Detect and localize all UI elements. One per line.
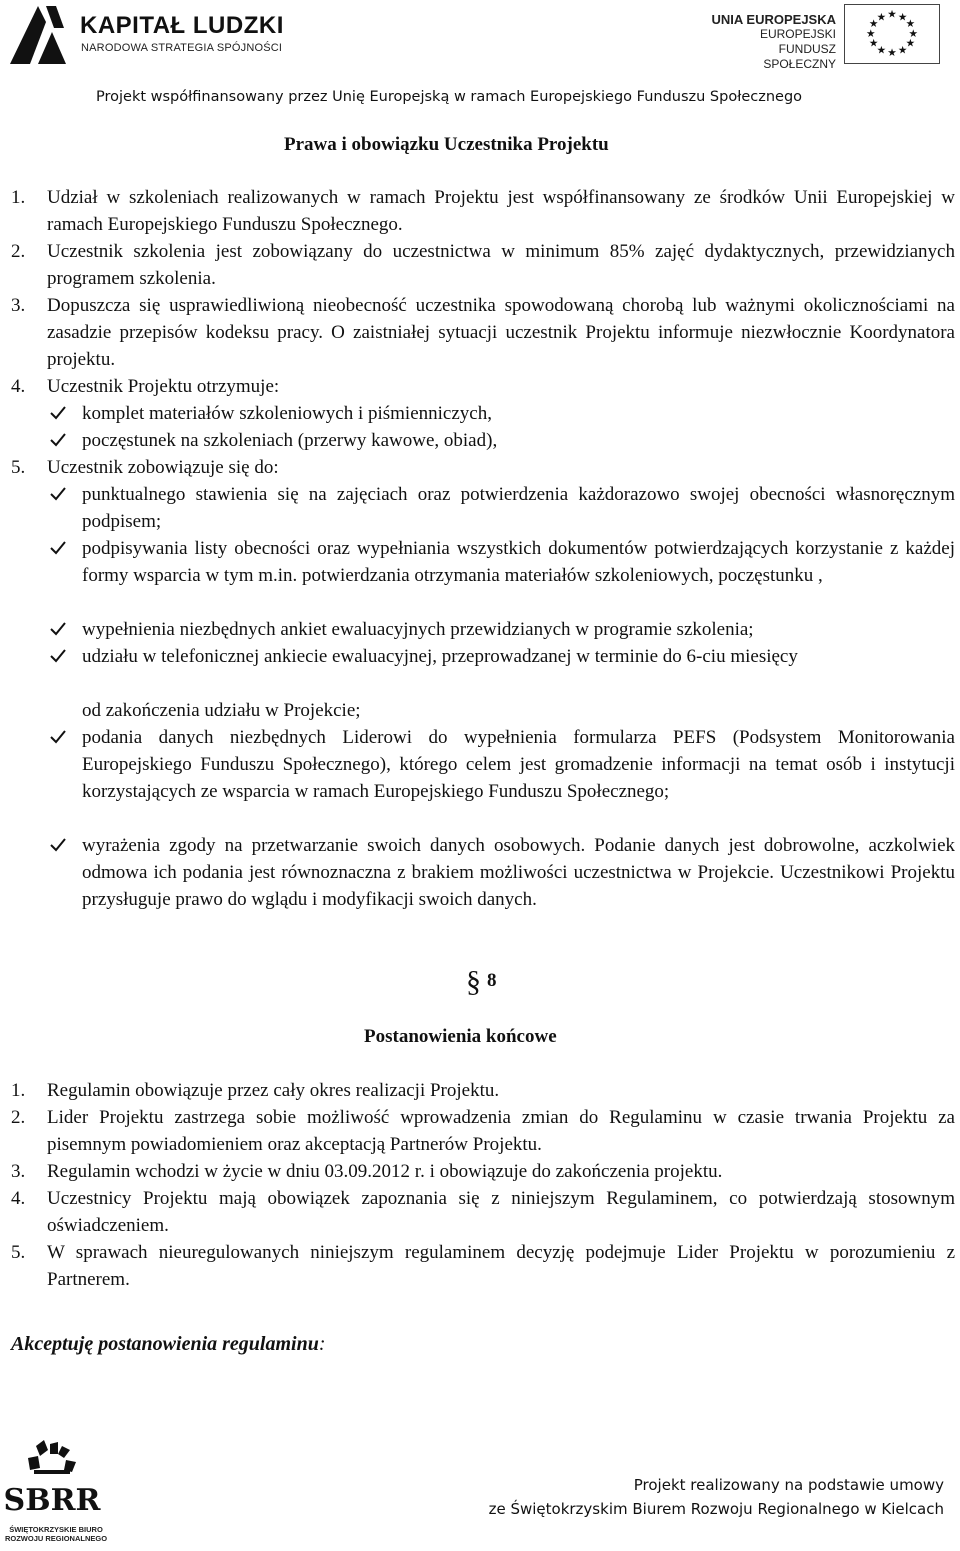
eu-flag-icon	[844, 4, 940, 64]
svg-text:★: ★	[887, 46, 897, 60]
svg-text:★: ★	[868, 17, 879, 31]
final-item-1-text: Regulamin obowiązuje przez cały okres realizacji Projektu.	[47, 1080, 500, 1101]
svg-text:★: ★	[905, 36, 916, 50]
sbrr-name: ŚWIĘTOKRZYSKIE BIURO ROZWOJU REGIONALNEGO	[4, 1525, 108, 1543]
footer-line-1: Projekt realizowany na podstawie umowy	[633, 1476, 944, 1494]
rights-item-3-number: 3.	[11, 295, 26, 316]
rights-item-1-text: Udział w szkoleniach realizowanych w ramach Projektu jest współfinansowany ze środków Unii Europejskiej w ramach Europejskiego Funduszu Społecznego.	[47, 187, 955, 235]
svg-text:★: ★	[876, 10, 887, 24]
final-item-1-number: 1.	[11, 1080, 26, 1101]
eu-logo-line2: EUROPEJSKI	[759, 27, 836, 41]
rights-item-2-number: 2.	[11, 241, 26, 262]
rights-item-2-text: Uczestnik szkolenia jest zobowiązany do uczestnictwa w minimum 85% zajęć dydaktycznych, przewidzianych programem szkolenia.	[47, 241, 955, 289]
item5-bullet-3: wypełnienia niezbędnych ankiet ewaluacyjnych przewidzianych w programie szkolenia;	[82, 619, 754, 640]
checkmark-icon	[50, 648, 66, 664]
rights-item-5-text: Uczestnik zobowiązuje się do:	[47, 457, 279, 478]
final-item-3-number: 3.	[11, 1161, 26, 1182]
eu-logo	[708, 4, 946, 71]
kapital-ludzki-title: KAPITAŁ LUDZKI	[80, 12, 284, 39]
footer-line-2: ze Świętokrzyskim Biurem Rozwoju Regionalnego w Kielcach	[488, 1500, 944, 1518]
rights-section-title: Prawa i obowiązku Uczestnika Projektu	[284, 134, 609, 155]
svg-text:★: ★	[865, 26, 876, 40]
paragraph-number: 8	[487, 970, 497, 991]
paragraph-symbol: §	[466, 965, 481, 998]
svg-text:★: ★	[905, 17, 916, 31]
eu-logo-line1: UNIA EUROPEJSKA	[711, 12, 836, 27]
eu-logo-line3: FUNDUSZ SPOŁECZNY	[763, 42, 836, 71]
final-item-4-text: Uczestnicy Projektu mają obowiązek zapoznania się z niniejszym Regulaminem, co potwierdzają stosownym oświadczeniem.	[47, 1188, 955, 1236]
final-item-5-number: 5.	[11, 1242, 26, 1263]
checkmark-icon	[50, 621, 66, 637]
svg-text:★: ★	[897, 10, 908, 24]
svg-text:★: ★	[868, 36, 879, 50]
item5-bullet-2: podpisywania listy obecności oraz wypełniania wszystkich dokumentów potwierdzających korzystanie z każdej formy wsparcia w tym m.in. potwierdzania otrzymania materiałów szkoleniowych, poczęstunku ,	[82, 538, 955, 586]
acceptance-label: Akceptuję postanowienia regulaminu:	[11, 1333, 326, 1355]
rights-item-4-text: Uczestnik Projektu otrzymuje:	[47, 376, 280, 397]
final-item-2-number: 2.	[11, 1107, 26, 1128]
kapital-ludzki-subtitle: NARODOWA STRATEGIA SPÓJNOŚCI	[81, 42, 283, 54]
item4-bullet-2: poczęstunek na szkoleniach (przerwy kawowe, obiad),	[82, 430, 498, 451]
final-item-4-number: 4.	[11, 1188, 26, 1209]
rights-item-1-number: 1.	[11, 187, 26, 208]
kapital-ludzki-logo	[8, 2, 308, 66]
final-item-3-text: Regulamin wchodzi w życie w dniu 03.09.2012 r. i obowiązuje do zakończenia projektu.	[47, 1161, 723, 1182]
svg-text:★: ★	[876, 43, 887, 57]
svg-text:★: ★	[887, 7, 897, 21]
svg-text:★: ★	[897, 43, 908, 57]
rights-item-5-number: 5.	[11, 457, 26, 478]
item4-bullet-1: komplet materiałów szkoleniowych i piśmienniczych,	[82, 403, 492, 424]
checkmark-icon	[50, 405, 66, 421]
cofinancing-header: Projekt współfinansowany przez Unię Europejską w ramach Europejskiego Funduszu Społecznego	[96, 89, 803, 105]
checkmark-icon	[50, 729, 66, 745]
item5-bullet-1: punktualnego stawienia się na zajęciach oraz potwierdzenia każdorazowo swojej obecności własnoręcznym podpisem;	[82, 484, 955, 532]
item5-bullet-6: wyrażenia zgody na przetwarzanie swoich danych osobowych. Podanie danych jest dobrowolne, aczkolwiek odmowa ich podania jest równoznaczna z brakiem możliwości uczestnictwa w Projekcie. Uczestnikowi Projektu przysługuje prawo do wglądu i modyfikacji swoich danych.	[82, 835, 955, 910]
footer-contract-note	[384, 1473, 944, 1521]
checkmark-icon	[50, 540, 66, 556]
final-item-2-text: Lider Projektu zastrzega sobie możliwość wprowadzenia zmian do Regulaminu w czasie trwania Projektu za pisemnym powiadomieniem oraz akceptacją Partnerów Projektu.	[47, 1107, 955, 1155]
item5-bullet-4-continuation: od zakończenia udziału w Projekcie;	[82, 700, 361, 721]
kapital-ludzki-emblem-icon	[8, 2, 68, 66]
item5-bullet-5: podania danych niezbędnych Liderowi do wypełnienia formularza PEFS (Podsystem Monitorowania Europejskiego Funduszu Społecznego), którego celem jest gromadzenie informacji na temat osób i instytucji korzystających ze wsparcia w ramach Europejskiego Funduszu Społecznego;	[82, 727, 955, 802]
item5-bullet-4: udziału w telefonicznej ankiecie ewaluacyjnej, przeprowadzanej w terminie do 6-ciu miesięcy	[82, 646, 798, 667]
rights-item-4-number: 4.	[11, 376, 26, 397]
rights-item-3-text: Dopuszcza się usprawiedliwioną nieobecność uczestnika spowodowaną chorobą lub ważnymi okolicznościami na zasadzie przepisów kodeksu pracy. O zaistniałej sytuacji uczestnik Projektu informuje niezwłocznie Koordynatora projektu.	[47, 295, 955, 370]
svg-text:★: ★	[908, 26, 919, 40]
checkmark-icon	[50, 432, 66, 448]
final-item-5-text: W sprawach nieuregulowanych niniejszym regulaminem decyzję podejmuje Lider Projektu w porozumieniu z Partnerem.	[47, 1242, 955, 1290]
checkmark-icon	[50, 486, 66, 502]
sbrr-logo-text: SBRR	[3, 1483, 101, 1518]
checkmark-icon	[50, 837, 66, 853]
final-section-title: Postanowienia końcowe	[364, 1026, 557, 1047]
